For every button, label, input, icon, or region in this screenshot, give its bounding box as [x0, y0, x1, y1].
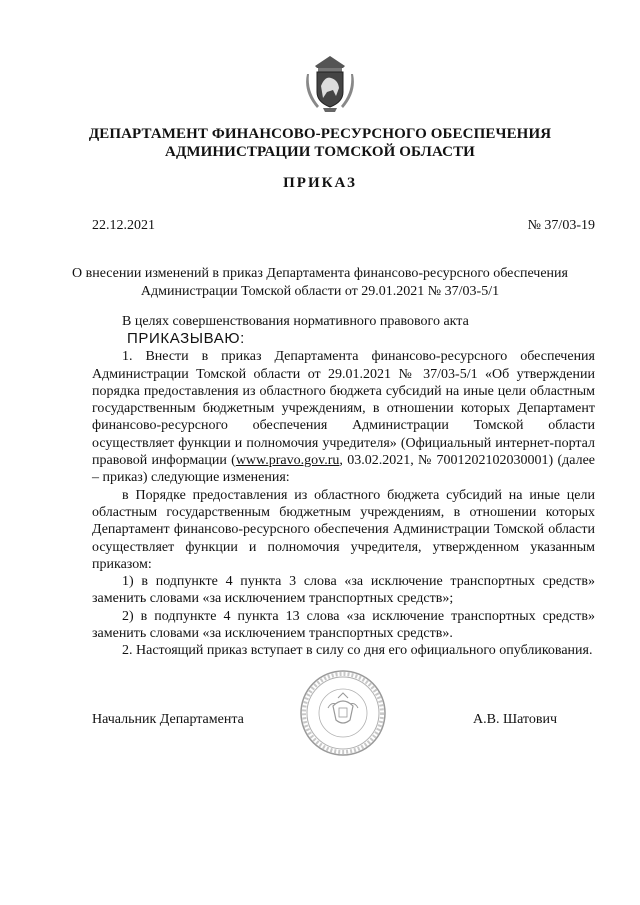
pravo-link[interactable]: www.pravo.gov.ru: [235, 453, 340, 469]
item-1-text: 1. Внести в приказ Департамента финансово-ресурсного обеспечения Администрации Томской области от 29.01.2021 № 37/03-5/1 «Об утверждении порядка предоставления из областного бюджета субсидий на иные цели областным государственным бюджетным учреждениям, в отношении которых Департамент финансово-ресурсного обеспечения Администрации Томской области осуществляет функции и полномочия учредителя» (Официальный интернет-портал правовой информации (: [92, 349, 595, 469]
order-word: ПРИКАЗЫВАЮ:: [127, 330, 245, 348]
document-subject: [60, 265, 580, 301]
preamble: В целях совершенствования нормативного правового акта: [122, 314, 469, 329]
item-1: [92, 348, 595, 486]
subitem-1: 1) в подпункте 4 пункта 3 слова «за исключение транспортных средств» заменить словами «за исключением транспортных средств»;: [92, 574, 595, 607]
paragraph-2: в Порядке предоставления из областного бюджета субсидий на иные цели областным государственным бюджетным учреждениям, в отношении которых Департамент финансово-ресурсного обеспечения Администрации Томской области осуществляет функции и полномочия учредителя, утвержденном указанным приказом:: [92, 487, 595, 572]
item-2: 2. Настоящий приказ вступает в силу со дня его официального опубликования.: [122, 643, 593, 659]
item-1-text-end: , 03.02.2021, № 7001202102030001) (далее – приказ) следующие изменения:: [92, 453, 595, 486]
department-title-line1: ДЕПАРТАМЕНТ ФИНАНСОВО-РЕСУРСНОГО ОБЕСПЕЧЕНИЯ: [88, 126, 552, 142]
document-date: 22.12.2021: [92, 218, 155, 233]
signatory-name: А.В. Шатович: [473, 712, 557, 727]
tomsk-region-coat-of-arms-icon: [305, 52, 355, 114]
signatory-position: Начальник Департамента: [92, 712, 244, 727]
subitem-2: 2) в подпункте 4 пункта 13 слова «за исключение транспортных средств» заменить словами «за исключением транспортных средств».: [92, 608, 595, 642]
subject-line2: Администрации Томской области от 29.01.2021 № 37/03-5/1: [140, 284, 500, 299]
department-title-line2: АДМИНИСТРАЦИИ ТОМСКОЙ ОБЛАСТИ: [165, 144, 475, 160]
document-type: ПРИКАЗ: [283, 175, 357, 191]
subject-line1: О внесении изменений в приказ Департамента финансово-ресурсного обеспечения: [72, 266, 568, 281]
document-number: № 37/03-19: [527, 218, 595, 233]
stamp-seal-icon: [298, 668, 388, 758]
document-body: [92, 313, 595, 660]
